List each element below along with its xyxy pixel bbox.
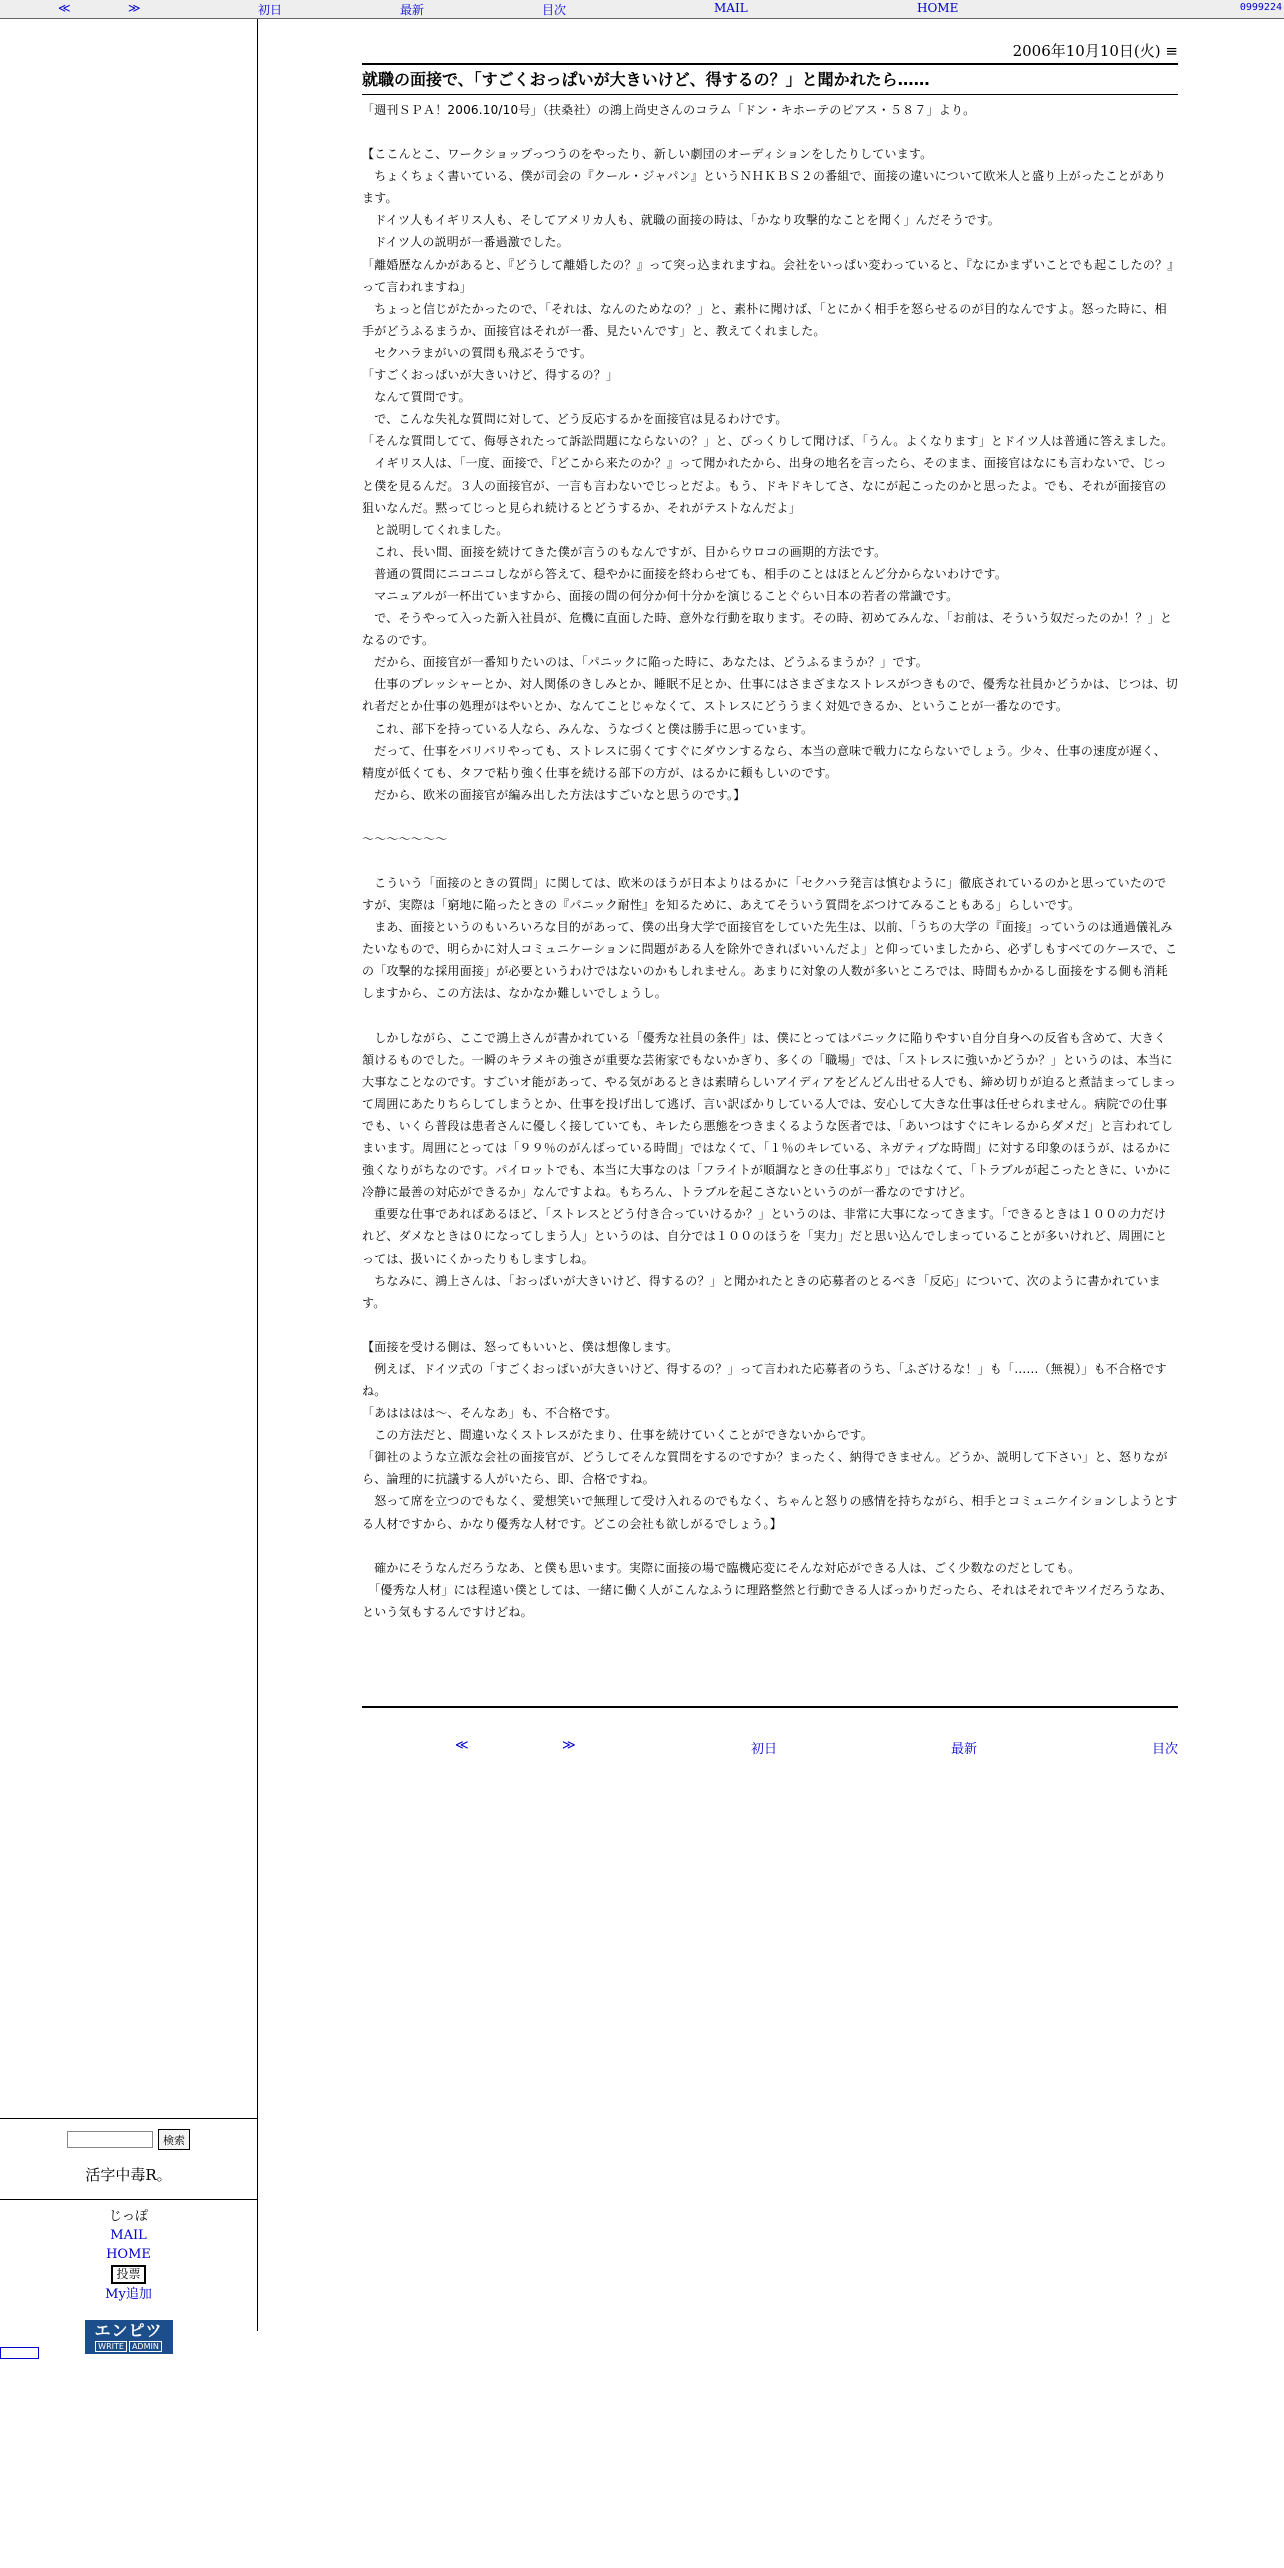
prev-link[interactable]: ≪ xyxy=(58,1,71,15)
mail-link[interactable]: MAIL xyxy=(714,1,748,15)
entry-paragraph: で、そうやって入った新入社員が、危機に直面した時、意外な行動を取ります。その時、初めてみんな、「お前は、そういう奴だったのか！？」となるのです。 xyxy=(362,611,1173,648)
top-nav-bar xyxy=(0,0,1284,19)
my-add-link[interactable]: My追加 xyxy=(105,2287,152,2302)
home-link[interactable]: HOME xyxy=(917,1,959,15)
entry-paragraph: 「離婚歴なんかがあると、『どうして離婚したの？』って突っ込まれますね。会社をいっぱい変わっていると、『なにかまずいことでも起こしたの？』って言われますね」 xyxy=(362,257,1174,294)
search-button[interactable]: 検索 xyxy=(158,2129,190,2150)
next-link[interactable]: ≫ xyxy=(128,1,141,15)
paragraph-gap xyxy=(362,1314,1178,1336)
enpitsu-logo[interactable] xyxy=(85,2320,173,2354)
entry-paragraph: だって、仕事をバリバリやっても、ストレスに弱くてすぐにダウンするなら、本当の意味で戦力にならないでしょう。少々、仕事の速度が遅く、精度が低くても、タフで粘り強く仕事を続ける部下の方が、はるかに頼もしいのです。 xyxy=(362,743,1167,780)
sidebar-mail-link[interactable]: MAIL xyxy=(110,2228,147,2243)
entry-paragraph: この方法だと、間違いなくストレスがたまり、仕事を続けていくことができないからです。 xyxy=(362,1428,873,1443)
entry-paragraph: だから、面接官が一番知りたいのは、「パニックに陥った時に、あなたは、どうふるまうか？」です。 xyxy=(362,655,928,670)
bottom-toc-link[interactable]: 目次 xyxy=(1152,1742,1179,1757)
entry-paragraph: 「週刊ＳＰＡ！2006.10/10号」（扶桑社）の鴻上尚史さんのコラム「ドン・キホーテのピアス・５８７」より。 xyxy=(362,103,976,117)
bottom-first-day-link[interactable]: 初日 xyxy=(751,1742,778,1757)
entry-paragraph: で、こんな失礼な質問に対して、どう反応するかを面接官は見るわけです。 xyxy=(362,412,788,427)
entry-paragraph: ちなみに、鴻上さんは、「おっぱいが大きいけど、得するの？」と聞かれたときの応募者のとるべき「反応」について、次のように書かれています。 xyxy=(362,1273,1161,1310)
entry-paragraph: セクハラまがいの質問も飛ぶそうです。 xyxy=(362,345,593,360)
entry-title: 就職の面接で、「すごくおっぱいが大きいけど、得するの？」と聞かれたら…… xyxy=(362,63,1178,95)
footer-divider xyxy=(362,1706,1178,1708)
paragraph-gap xyxy=(362,1535,1178,1557)
sidebar-home-link[interactable]: HOME xyxy=(106,2247,151,2262)
entry-date-line xyxy=(362,40,1178,60)
entry-paragraph: これ、部下を持っている人なら、みんな、うなづくと僕は勝手に思っています。 xyxy=(362,721,814,736)
sidebar-search-area xyxy=(0,2118,257,2200)
entry-paragraph: 「すごくおっぱいが大きいけど、得するの？」 xyxy=(362,368,619,383)
diary-entry xyxy=(362,19,1178,1623)
entry-date: 2006年10月10日(火) xyxy=(1012,42,1161,60)
entry-paragraph: ちょっと信じがたかったので、「それは、なんのためなの？」と、素朴に聞けば、「とにかく相手を怒らせるのが目的なんですよ。怒った時に、相手がどうふるまうか、面接官はそれが一番、見たいんです」と、教えてくれました。 xyxy=(362,301,1167,338)
paragraph-gap xyxy=(362,806,1178,828)
entry-paragraph: 例えば、ドイツ式の「すごくおっぱいが大きいけど、得するの？」って言われた応募者のうち、「ふざけるな！」も「……（無視）」も不合格ですね。 xyxy=(362,1361,1167,1398)
access-counter: 0999224 xyxy=(1239,2,1282,13)
bottom-next-link[interactable]: ≫ xyxy=(562,1738,576,1753)
entry-paragraph: これ、長い間、面接を続けてきた僕が言うのもなんですが、目からウロコの画期的方法です。 xyxy=(362,544,887,559)
entry-paragraph: 「優秀な人材」には程遠い僕としては、一緒に働く人がこんなふうに理路整然と行動できる人ばっかりだったら、それはそれでキツイだろうなあ、という気もするんですけどね。 xyxy=(362,1582,1173,1619)
entry-paragraph: ～～～～～～～ xyxy=(362,831,448,846)
entry-paragraph: 怒って席を立つのでもなく、愛想笑いで無理して受け入れるのでもなく、ちゃんと怒りの感情を持ちながら、相手とコミュニケイションしようとする人材ですから、かなり優秀な人材です。どこの会社も欲しがるでしょう。】 xyxy=(362,1494,1178,1531)
entry-paragraph: ドイツ人の説明が一番過激でした。 xyxy=(362,235,569,250)
entry-paragraph: マニュアルが一杯出ていますから、面接の間の何分か何十分かを演じることぐらい日本の若者の常識です。 xyxy=(362,588,959,603)
paragraph-gap xyxy=(362,121,1178,143)
first-day-link[interactable]: 初日 xyxy=(258,3,283,17)
bottom-latest-link[interactable]: 最新 xyxy=(951,1742,978,1757)
entry-paragraph: なんて質問です。 xyxy=(362,390,471,405)
entry-paragraph: 【ここんとこ、ワークショップっつうのをやったり、新しい劇団のオーディションをしたりしています。 xyxy=(362,147,933,162)
small-banner-placeholder[interactable] xyxy=(0,2347,39,2359)
entry-paragraph: 【面接を受ける側は、怒ってもいいと、僕は想像します。 xyxy=(362,1339,679,1354)
entry-paragraph: 仕事のプレッシャーとか、対人関係のきしみとか、睡眠不足とか、仕事にはさまざまなストレスがつきもので、優秀な社員かどうかは、じつは、切れ者だとか仕事の処理がはやいとか、なんてことじゃなくて、ストレスにどううまく対処できるか、ということが一番なのです。 xyxy=(362,677,1178,714)
site-title: 活字中毒R。 xyxy=(85,2166,172,2184)
sidebar xyxy=(0,19,258,2351)
entry-paragraph: イギリス人は、「一度、面接で、『どこから来たのか？』って聞かれたから、出身の地名を言ったら、そのまま、面接官はなにも言わないで、じっと僕を見るんだ。３人の面接官が、一言も言わないでじっとだよ。もう、ドキドキしてさ、なにが起こったのかと思ったよ。でも、それが面接官の狙いなんだ。黙ってじっと見られ続けるとどうするか、それがテストなんだよ」 xyxy=(362,456,1167,515)
bottom-prev-link[interactable]: ≪ xyxy=(455,1738,469,1753)
paragraph-gap xyxy=(362,850,1178,872)
entry-paragraph: と説明してくれました。 xyxy=(362,522,509,537)
entry-paragraph: まあ、面接というのもいろいろな目的があって、僕の出身大学で面接官をしていた先生は、以前、「うちの大学の『面接』っていうのは通過儀礼みたいなもので、明らかに対人コミュニケーションに問題がある人を除外できればいいんだよ」と仰っていましたから、必ずしもすべてのケースで、この「攻撃的な採用面接」が必要というわけではないのかもしれません。あまりに対象の人数が多いところでは、時間もかかるし面接をする側も消耗しますから、この方法は、なかなか難しいでしょうし。 xyxy=(362,920,1178,1001)
entry-paragraph: ちょくちょく書いている、僕が司会の『クール・ジャパン』というＮＨＫＢＳ２の番組で、面接の違いについて欧米人と盛り上がったことがあります。 xyxy=(362,169,1167,206)
search-input[interactable] xyxy=(67,2131,153,2148)
entry-paragraph: しかしながら、ここで鴻上さんが書かれている「優秀な社員の条件」は、僕にとってはパニックに陥りやすい自分自身への反省も含めて、大きく頷けるものでした。一瞬のキラメキの強さが重要な芸術家でもないかぎり、多くの「職場」では、「ストレスに強いかどうか？」というのは、本当に大事なことなのです。すごいオ能があって、やる気があるときは素晴らしいアイディアをどんどん出せる人でも、締め切りが迫ると煮詰まってしまって周囲にあたりちらしてしまうとか、仕事を投げ出して逃げ、言い訳ばかりしている人では、安心して大きな仕事は任せられません。病院での仕事でも、いくら普段は患者さんに優しく接していても、キレたら悪態をつきまくるような医者では、「あいつはすぐにキレるからダメだ」と言われてしまいます。周囲にとっては「９９％のがんばっている時間」ではなくて、「１％のキレている、ネガティブな時間」に対する印象のほうが、はるかに強くなりがちなのです。パイロットでも、本当に大事なのは「フライトが順調なときの仕事ぶり」ではなくて、「トラブルが起こったときに、いかに冷静に最善の対応ができるか」なんですよね。もちろん、トラブルを起こさないというのが一番なのですけど。 xyxy=(362,1030,1177,1200)
entry-permalink-mark[interactable]: ≡ xyxy=(1165,42,1178,60)
entry-paragraph: だから、欧米の面接官が編み出した方法はすごいなと思うのです。】 xyxy=(362,787,746,802)
entry-paragraph: 「そんな質問してて、侮辱されたって訴訟問題にならないの？」と、びっくりして聞けば、「うん。よくなります」とドイツ人は普通に答えました。 xyxy=(362,434,1174,449)
paragraph-gap xyxy=(362,1005,1178,1027)
entry-paragraph: 「あはははは～、そんなあ」も、不合格です。 xyxy=(362,1406,618,1421)
logo-text: エンピツ xyxy=(94,2321,163,2340)
entry-paragraph: 「御社のような立派な会社の面接官が、どうしてそんな質問をするのですか？まったく、納得できません。どうか、説明して下さい」と、怒りながら、論理的に抗議する人がいたら、即、合格ですね。 xyxy=(362,1450,1168,1487)
entry-paragraph: 重要な仕事であればあるほど、「ストレスとどう付き合っていけるか？」というのは、非常に大事になってきます。「できるときは１００の力だけれど、ダメなときは０になってしまう人」というのは、自分では１００のほうを「実力」だと思い込んでしまっていることが多いけれど、周囲にとっては、扱いにくかったりもしますしね。 xyxy=(362,1207,1168,1266)
entry-paragraph: 普通の質問にニコニコしながら答えて、穏やかに面接を終わらせても、相手のことはほとんど分からないわけです。 xyxy=(362,566,1008,581)
sidebar-links xyxy=(0,2207,257,2360)
latest-link[interactable]: 最新 xyxy=(400,3,425,17)
entry-paragraph: こういう「面接のときの質問」に関しては、欧米のほうが日本よりはるかに「セクハラ発言は慎むように」徹底されているのかと思っていたのですが、実際は「窮地に陥ったときの『パニック耐性』を知るために、あえてそういう質問をぶつけてみることもある」らしいです。 xyxy=(362,876,1167,913)
logo-admin: ADMIN xyxy=(129,2341,162,2352)
entry-body xyxy=(362,99,1178,1623)
author-name: じっぽ xyxy=(108,2209,148,2224)
logo-write: WRITE xyxy=(95,2341,127,2352)
toc-link[interactable]: 目次 xyxy=(542,3,567,17)
entry-paragraph: ドイツ人もイギリス人も、そしてアメリカ人も、就職の面接の時は、「かなり攻撃的なことを聞く」んだそうです。 xyxy=(362,213,1000,228)
entry-paragraph: 確かにそうなんだろうなあ、と僕も思います。実際に面接の場で臨機応変にそんな対応ができる人は、ごく少数なのだとしても。 xyxy=(362,1560,1081,1575)
vote-button[interactable]: 投票 xyxy=(111,2265,145,2284)
